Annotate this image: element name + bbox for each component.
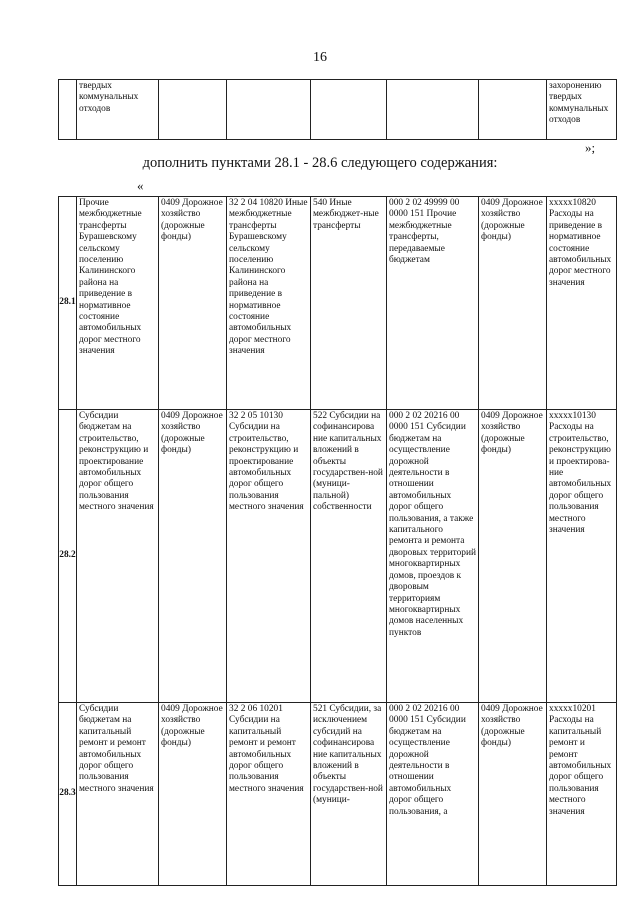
income-code-cell: 000 2 02 49999 00 0000 151 Прочие межбюджетные трансферты, передаваемые бюджетам — [387, 197, 479, 410]
table-cell — [227, 80, 311, 140]
row-number: 28.1 — [59, 197, 77, 410]
expense-code-cell: xxxxx10201 Расходы на капитальный ремонт и ремонт автомобильных дорог общего пользования местного значения — [547, 703, 617, 886]
main-table — [58, 196, 617, 886]
previous-table-fragment — [58, 79, 617, 140]
name-cell: Субсидии бюджетам на капитальный ремонт и ремонт автомобильных дорог общего пользования местного значения — [77, 703, 159, 886]
expense-type-cell: 522 Субсидии на софинансирова ние капитальных вложений в объекты государствен-ной (муници-пальной) собственности — [311, 410, 387, 703]
intro-text: дополнить пунктами 28.1 - 28.6 следующего содержания: — [142, 155, 498, 171]
table-cell: твердых коммунальных отходов — [77, 80, 159, 140]
expense-code-cell: xxxxx10820 Расходы на приведение в нормативное состояние автомобильных дорог местного значения — [547, 197, 617, 410]
table-cell: захоронению твердых коммунальных отходов — [547, 80, 617, 140]
section-cell: 0409 Дорожное хозяйство (дорожные фонды) — [479, 197, 547, 410]
section-cell: 0409 Дорожное хозяйство (дорожные фонды) — [159, 410, 227, 703]
section-cell: 0409 Дорожное хозяйство (дорожные фонды) — [479, 703, 547, 886]
table-row — [59, 197, 617, 410]
closing-quote: »; — [585, 140, 596, 155]
name-cell: Прочие межбюджетные трансферты Бурашевскому сельскому поселению Калининского района на приведение в нормативное состояние автомобильных дорог местного значения — [77, 197, 159, 410]
income-code-cell: 000 2 02 20216 00 0000 151 Субсидии бюджетам на осуществление дорожной деятельности в отношении автомобильных дорог общего пользования, а также капитального ремонта и ремонта дворовых территорий многоквартирных домов, проездов к дворовым территориям многоквартирных домов населенных пунктов — [387, 410, 479, 703]
table-cell — [159, 80, 227, 140]
table-cell — [311, 80, 387, 140]
page-number: 16 — [313, 50, 327, 65]
section-cell: 0409 Дорожное хозяйство (дорожные фонды) — [159, 703, 227, 886]
opening-quote: « — [137, 178, 144, 193]
name-cell: Субсидии бюджетам на строительство, реконструкцию и проектирование автомобильных дорог общего пользования местного значения — [77, 410, 159, 703]
section-cell: 0409 Дорожное хозяйство (дорожные фонды) — [159, 197, 227, 410]
row-number: 28.2 — [59, 410, 77, 703]
income-code-cell: 000 2 02 20216 00 0000 151 Субсидии бюджетам на осуществление дорожной деятельности в отношении автомобильных дорог общего пользования, а — [387, 703, 479, 886]
table-row — [59, 410, 617, 703]
row-number: 28.3 — [59, 703, 77, 886]
target-cell: 32 2 05 10130 Субсидии на строительство, реконструкцию и проектирование автомобильных дорог общего пользования местного значения — [227, 410, 311, 703]
expense-code-cell: xxxxx10130 Расходы на строительство, реконструкцию и проектирова-ние автомобильных дорог общего пользования местного значения — [547, 410, 617, 703]
table-cell — [387, 80, 479, 140]
table-cell — [479, 80, 547, 140]
section-cell: 0409 Дорожное хозяйство (дорожные фонды) — [479, 410, 547, 703]
target-cell: 32 2 06 10201 Субсидии на капитальный ремонт и ремонт автомобильных дорог общего пользования местного значения — [227, 703, 311, 886]
target-cell: 32 2 04 10820 Иные межбюджетные трансферты Бурашевскому сельскому поселению Калининского района на приведение в нормативное состояние автомобильных дорог местного значения — [227, 197, 311, 410]
expense-type-cell: 540 Иные межбюджет-ные трансферты — [311, 197, 387, 410]
table-row — [59, 80, 617, 140]
expense-type-cell: 521 Субсидии, за исключением субсидий на софинансирова ние капитальных вложений в объекты государствен-ной (муници- — [311, 703, 387, 886]
table-cell — [59, 80, 77, 140]
table-row — [59, 703, 617, 886]
